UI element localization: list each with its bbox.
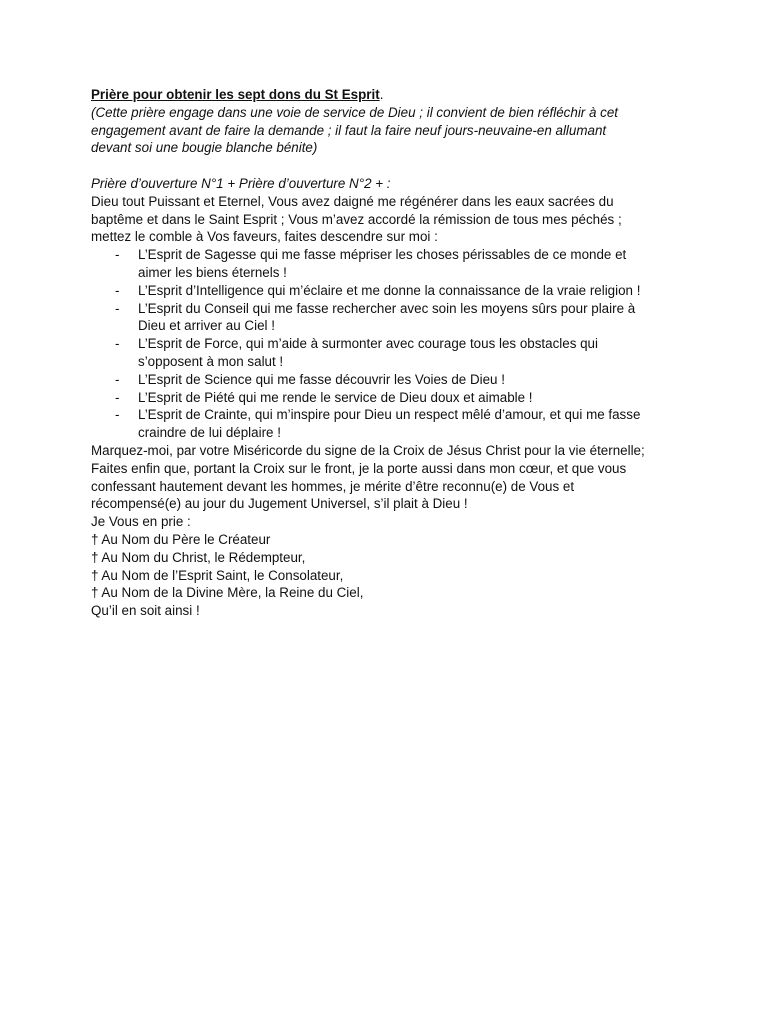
blessing-paragraph bbox=[91, 442, 691, 513]
list-item-line: Dieu et arriver au Ciel ! bbox=[138, 318, 275, 334]
intro-note bbox=[91, 104, 691, 157]
list-bullet: - bbox=[115, 282, 120, 298]
blank-line bbox=[91, 157, 691, 175]
list-item bbox=[91, 389, 691, 407]
list-item bbox=[91, 371, 691, 389]
closing-line: Qu’il en soit ainsi ! bbox=[91, 603, 200, 619]
list-item-line: L’Esprit d’Intelligence qui m’éclaire et me donne la connaissance de la vraie religion ! bbox=[138, 282, 641, 298]
opening-prayer-line: Prière d’ouverture N°1 + Prière d’ouverture N°2 + : bbox=[91, 175, 391, 191]
document-title-line bbox=[91, 86, 691, 104]
list-bullet: - bbox=[115, 247, 120, 263]
gifts-list bbox=[91, 246, 691, 442]
list-item-line: L’Esprit de Force, qui m’aide à surmonter avec courage tous les obstacles qui bbox=[138, 336, 598, 352]
closing-line: Je Vous en prie : bbox=[91, 514, 191, 530]
list-bullet: - bbox=[115, 371, 120, 387]
closing-line: † Au Nom du Christ, le Rédempteur, bbox=[91, 549, 306, 565]
paragraph-line: Faites enfin que, portant la Croix sur le front, je la porte aussi dans mon cœur, et que vous bbox=[91, 460, 627, 476]
list-item-line: L’Esprit de Crainte, qui m’inspire pour Dieu un respect mêlé d’amour, et qui me fasse bbox=[138, 407, 641, 423]
closing-line: † Au Nom du Père le Créateur bbox=[91, 531, 271, 547]
document-title: Prière pour obtenir les sept dons du St Esprit bbox=[91, 87, 380, 102]
list-item-line: L’Esprit de Piété qui me rende le service de Dieu doux et aimable ! bbox=[138, 389, 533, 405]
intro-line: devant soi une bougie blanche bénite) bbox=[91, 140, 318, 156]
list-item bbox=[91, 406, 691, 442]
list-bullet: - bbox=[115, 300, 120, 316]
list-bullet: - bbox=[115, 336, 120, 352]
paragraph-line: mettez le comble à Vos faveurs, faites descendre sur moi : bbox=[91, 229, 438, 245]
list-item-line: s’opposent à mon salut ! bbox=[138, 353, 284, 369]
paragraph-line: Marquez-moi, par votre Miséricorde du signe de la Croix de Jésus Christ pour la vie éternelle; bbox=[91, 442, 645, 458]
paragraph-line: confessant hautement devant les hommes, je mérite d’être reconnu(e) de Vous et bbox=[91, 478, 575, 494]
list-bullet: - bbox=[115, 407, 120, 423]
list-item-line: aimer les biens éternels ! bbox=[138, 264, 287, 280]
list-item bbox=[91, 335, 691, 371]
document-page bbox=[91, 86, 691, 620]
intro-line: (Cette prière engage dans une voie de service de Dieu ; il convient de bien réfléchir à cet bbox=[91, 104, 619, 120]
intro-line: engagement avant de faire la demande ; il faut la faire neuf jours-neuvaine-en allumant bbox=[91, 122, 607, 138]
list-item bbox=[91, 246, 691, 282]
list-item-line: craindre de lui déplaire ! bbox=[138, 425, 281, 441]
list-item bbox=[91, 300, 691, 336]
paragraph-line: baptême et dans le Saint Esprit ; Vous m’avez accordé la rémission de tous mes péchés ; bbox=[91, 211, 622, 227]
paragraph-line: récompensé(e) au jour du Jugement Universel, s’il plait à Dieu ! bbox=[91, 496, 468, 512]
list-item-line: L’Esprit de Science qui me fasse découvrir les Voies de Dieu ! bbox=[138, 371, 505, 387]
list-item bbox=[91, 282, 691, 300]
list-bullet: - bbox=[115, 389, 120, 405]
invocation-paragraph bbox=[91, 193, 691, 246]
list-item-line: L’Esprit de Sagesse qui me fasse mépriser les choses périssables de ce monde et bbox=[138, 247, 627, 263]
closing-line: † Au Nom de la Divine Mère, la Reine du Ciel, bbox=[91, 585, 364, 601]
title-period: . bbox=[379, 87, 384, 102]
paragraph-line: Dieu tout Puissant et Eternel, Vous avez daigné me régénérer dans les eaux sacrées du bbox=[91, 193, 614, 209]
list-item-line: L’Esprit du Conseil qui me fasse rechercher avec soin les moyens sûrs pour plaire à bbox=[138, 300, 636, 316]
closing-invocations bbox=[91, 513, 691, 620]
closing-line: † Au Nom de l’Esprit Saint, le Consolateur, bbox=[91, 567, 344, 583]
